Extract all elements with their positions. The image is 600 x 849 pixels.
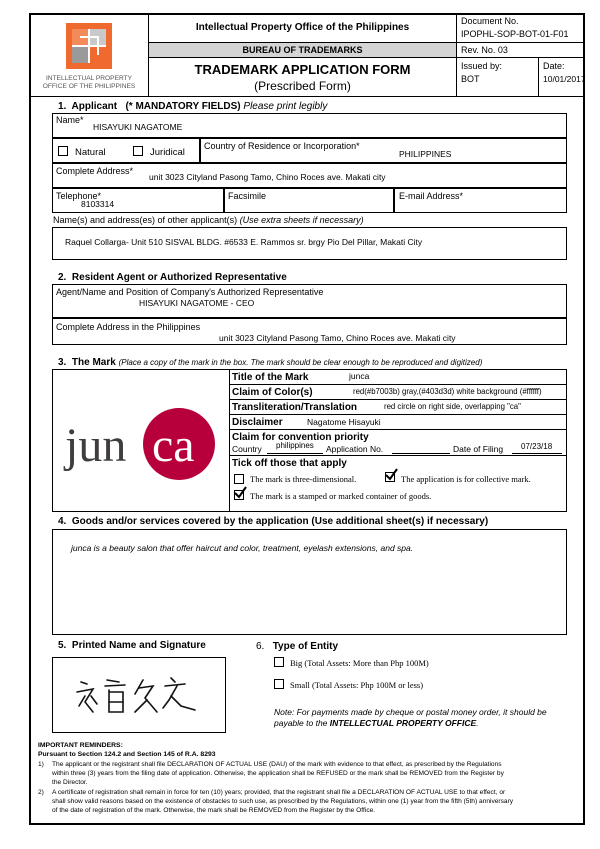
other-applicants-value: Raquel Collarga- Unit 510 SISVAL BLDG. #6533 E. Rammos sr. brgy Pio Del Pillar, Makati City — [65, 237, 423, 247]
translit-row[interactable] — [229, 400, 566, 415]
big-entity-checkbox[interactable] — [274, 657, 284, 667]
logo-text-ca: ca — [152, 419, 195, 472]
address-value: unit 3023 Cityland Pasong Tamo, Chino Roces ave. Makati city — [149, 172, 386, 182]
section-2-title: Resident Agent or Authorized Representative — [71, 272, 287, 283]
signature-box[interactable] — [52, 657, 226, 733]
title-of-mark-row[interactable] — [229, 370, 566, 385]
agent-value: HISAYUKI NAGATOME - CEO — [139, 298, 255, 308]
type-field — [52, 138, 200, 163]
priority-appno-label: Application No. — [326, 444, 384, 454]
goods-services-field[interactable] — [52, 529, 567, 635]
section-1-title: Applicant — [71, 101, 118, 112]
priority-row[interactable] — [229, 430, 566, 456]
section-4-title: Goods and/or services covered by the application (Use additional sheet(s) if necessary) — [71, 516, 489, 527]
mark-section — [52, 369, 567, 512]
priority-country-label: Country — [232, 444, 262, 454]
country-value: PHILIPPINES — [399, 149, 452, 159]
section-5-heading — [58, 641, 206, 651]
claim-color-row[interactable] — [229, 385, 566, 400]
agent-field[interactable] — [52, 284, 567, 318]
section-6-num: 6. — [256, 641, 265, 652]
ph-address-field[interactable] — [52, 318, 567, 345]
rev-cell — [457, 43, 585, 58]
other-applicants-note: (Use extra sheets if necessary) — [239, 215, 364, 225]
name-value: HISAYUKI NAGATOME — [93, 122, 183, 132]
section-1-note: Please print legibly — [243, 101, 328, 112]
country-label: Country of Residence or Incorporation* — [204, 141, 360, 151]
section-5-num: 5. — [58, 640, 67, 651]
goods-services-value: junca is a beauty salon that offer haircut and color, treatment, eyelash extensions, and spa. — [71, 543, 414, 553]
reminder-2-line-3: of the date of registration of the mark. Otherwise, the mark shall be REMOVED from the Register by the Office. — [52, 807, 376, 814]
name-field[interactable] — [52, 113, 567, 138]
stamped-check-icon — [233, 486, 247, 500]
section-3-title: The Mark — [71, 357, 116, 368]
juridical-checkbox[interactable] — [133, 146, 143, 156]
email-label: E-mail Address* — [399, 191, 464, 201]
translit-label: Transliteration/Translation — [232, 402, 358, 413]
priority-country-value: philippines — [276, 441, 314, 450]
mark-image — [53, 370, 230, 511]
section-3-note: (Place a copy of the mark in the box. The mark should be clear enough to be reproduced and digitized) — [118, 358, 483, 367]
payment-note-end: . — [476, 718, 479, 728]
fax-field[interactable] — [224, 188, 394, 213]
other-applicants-label: Name(s) and address(es) of other applicant(s) — [53, 215, 238, 225]
payment-note-text: payable to the — [274, 718, 330, 728]
other-applicants-field[interactable] — [52, 227, 567, 260]
section-4-num: 4. — [58, 516, 67, 527]
telephone-field[interactable] — [52, 188, 224, 213]
title-of-mark-value: junca — [349, 371, 370, 381]
reminders-title: IMPORTANT REMINDERS: — [38, 742, 123, 749]
disclaimer-value: Nagatome Hisayuki — [307, 417, 381, 427]
email-field[interactable] — [394, 188, 567, 213]
address-label: Complete Address* — [56, 166, 134, 176]
date-cell — [539, 58, 585, 97]
other-applicants-heading — [53, 216, 364, 225]
reminder-2-num: 2) — [38, 789, 44, 796]
three-dimensional-label: The mark is three-dimensional. — [250, 474, 357, 484]
section-1-num: 1. — [58, 101, 67, 112]
payment-note-line-2 — [274, 719, 479, 728]
section-4-heading — [58, 517, 488, 527]
doc-no-cell — [457, 13, 585, 43]
priority-filing-label: Date of Filing — [453, 444, 504, 454]
form-subtitle: (Prescribed Form) — [254, 79, 351, 93]
title-cell — [149, 58, 457, 97]
section-3-heading — [58, 358, 482, 368]
small-entity-checkbox[interactable] — [274, 679, 284, 689]
junca-logo — [53, 370, 229, 511]
natural-label: Natural — [75, 147, 106, 158]
reminders-pursuant: Pursuant to Section 124.2 and Section 145 of R.A. 8293 — [38, 751, 216, 758]
section-2-heading — [58, 273, 287, 283]
issued-cell — [457, 58, 539, 97]
doc-no-label: Document No. — [461, 16, 519, 26]
issued-label: Issued by: — [461, 61, 503, 71]
priority-label: Claim for convention priority — [232, 432, 369, 443]
priority-filing-value: 07/23/18 — [521, 442, 553, 451]
collective-check-icon — [384, 468, 398, 482]
section-3-num: 3. — [58, 357, 67, 368]
rev-no: Rev. No. 03 — [461, 45, 508, 55]
ph-address-label: Complete Address in the Philippines — [56, 322, 201, 332]
title-of-mark-label: Title of the Mark — [232, 372, 309, 383]
stamped-label: The mark is a stamped or marked container of goods. — [250, 491, 432, 501]
tick-label: Tick off those that apply — [232, 458, 347, 469]
doc-no: IPOPHL-SOP-BOT-01-F01 — [461, 29, 569, 39]
disclaimer-label: Disclaimer — [232, 417, 283, 428]
translit-value: red circle on right side, overlapping "ca" — [384, 402, 521, 411]
header — [29, 13, 585, 97]
section-6-title: Type of Entity — [272, 641, 339, 652]
collective-label: The application is for collective mark. — [401, 474, 531, 484]
reminder-2-line-2: shall show valid reasons based on the existence of obstacles to such use, as prescribed by the Regulations, within one (1) year from the fifth (5th) anniversary — [52, 798, 514, 805]
office-cell — [149, 13, 457, 43]
fax-label: Facsimile — [228, 191, 267, 201]
section-5-title: Printed Name and Signature — [71, 640, 206, 651]
date-value: 10/01/2017 — [543, 74, 586, 84]
telephone-value: 8103314 — [81, 199, 115, 209]
telephone-label: Telephone* — [56, 191, 102, 201]
section-1-mandatory: (* MANDATORY FIELDS) — [125, 101, 241, 112]
country-field[interactable] — [200, 138, 567, 163]
priority-country-line — [267, 453, 323, 454]
bureau-cell — [149, 43, 457, 58]
logo-caption-2: OFFICE OF THE PHILIPPINES — [42, 83, 136, 90]
logo-text-jun: jun — [65, 419, 127, 472]
disclaimer-row[interactable] — [229, 415, 566, 430]
handwritten-signature — [73, 672, 203, 718]
payment-note-office: INTELLECTUAL PROPERTY OFFICE — [329, 718, 477, 728]
agent-label: Agent/Name and Position of Company's Authorized Representative — [56, 287, 324, 297]
reminder-1-line-3: the Director. — [52, 779, 88, 786]
three-dimensional-checkbox[interactable] — [234, 474, 244, 484]
payment-note-line-1: Note: For payments made by cheque or postal money order, it should be — [274, 707, 547, 717]
form-title: TRADEMARK APPLICATION FORM — [194, 62, 411, 77]
ph-address-value: unit 3023 Cityland Pasong Tamo, Chino Roces ave. Makati city — [219, 333, 456, 343]
name-label: Name* — [56, 115, 84, 125]
priority-filing-line — [512, 453, 562, 454]
logo-caption-1: INTELLECTUAL PROPERTY — [45, 75, 133, 82]
small-entity-label: Small (Total Assets: Php 100M or less) — [290, 680, 424, 690]
reminder-1-line-2: within three (3) years from the filing date of application. Otherwise, the application shall be REFUSED or the mark shall be REMOVED from the Register by — [52, 770, 504, 777]
tick-area — [229, 456, 566, 511]
priority-appno-line — [392, 453, 450, 454]
section-1-heading — [58, 102, 327, 112]
ipophl-logo-icon — [66, 23, 112, 69]
reminder-1-line-1: The applicant or the registrant shall file DECLARATION OF ACTUAL USE (DAU) of the mark with evidence to that effect, as prescribed by the Regulations — [52, 761, 502, 768]
big-entity-label: Big (Total Assets: More than Php 100M) — [290, 658, 429, 668]
claim-color-value: red(#b7003b) gray,(#403d3d) white background (#ffffff) — [353, 387, 542, 396]
office-name: Intellectual Property Office of the Philippines — [195, 22, 410, 33]
address-field[interactable] — [52, 163, 567, 188]
natural-checkbox[interactable] — [58, 146, 68, 156]
reminder-2-line-1: A certificate of registration shall remain in force for ten (10) years; provided, that the registrant shall file a DECLARATION OF ACTUAL USE to that effect, or — [52, 789, 506, 796]
logo-cell — [29, 13, 149, 97]
section-2-num: 2. — [58, 272, 67, 283]
section-6-heading — [256, 642, 338, 652]
juridical-label: Juridical — [150, 147, 185, 158]
date-label: Date: — [543, 61, 565, 71]
reminder-1-num: 1) — [38, 761, 44, 768]
issued-value: BOT — [461, 74, 480, 84]
bureau-name: BUREAU OF TRADEMARKS — [242, 45, 363, 55]
claim-color-label: Claim of Color(s) — [232, 387, 313, 398]
